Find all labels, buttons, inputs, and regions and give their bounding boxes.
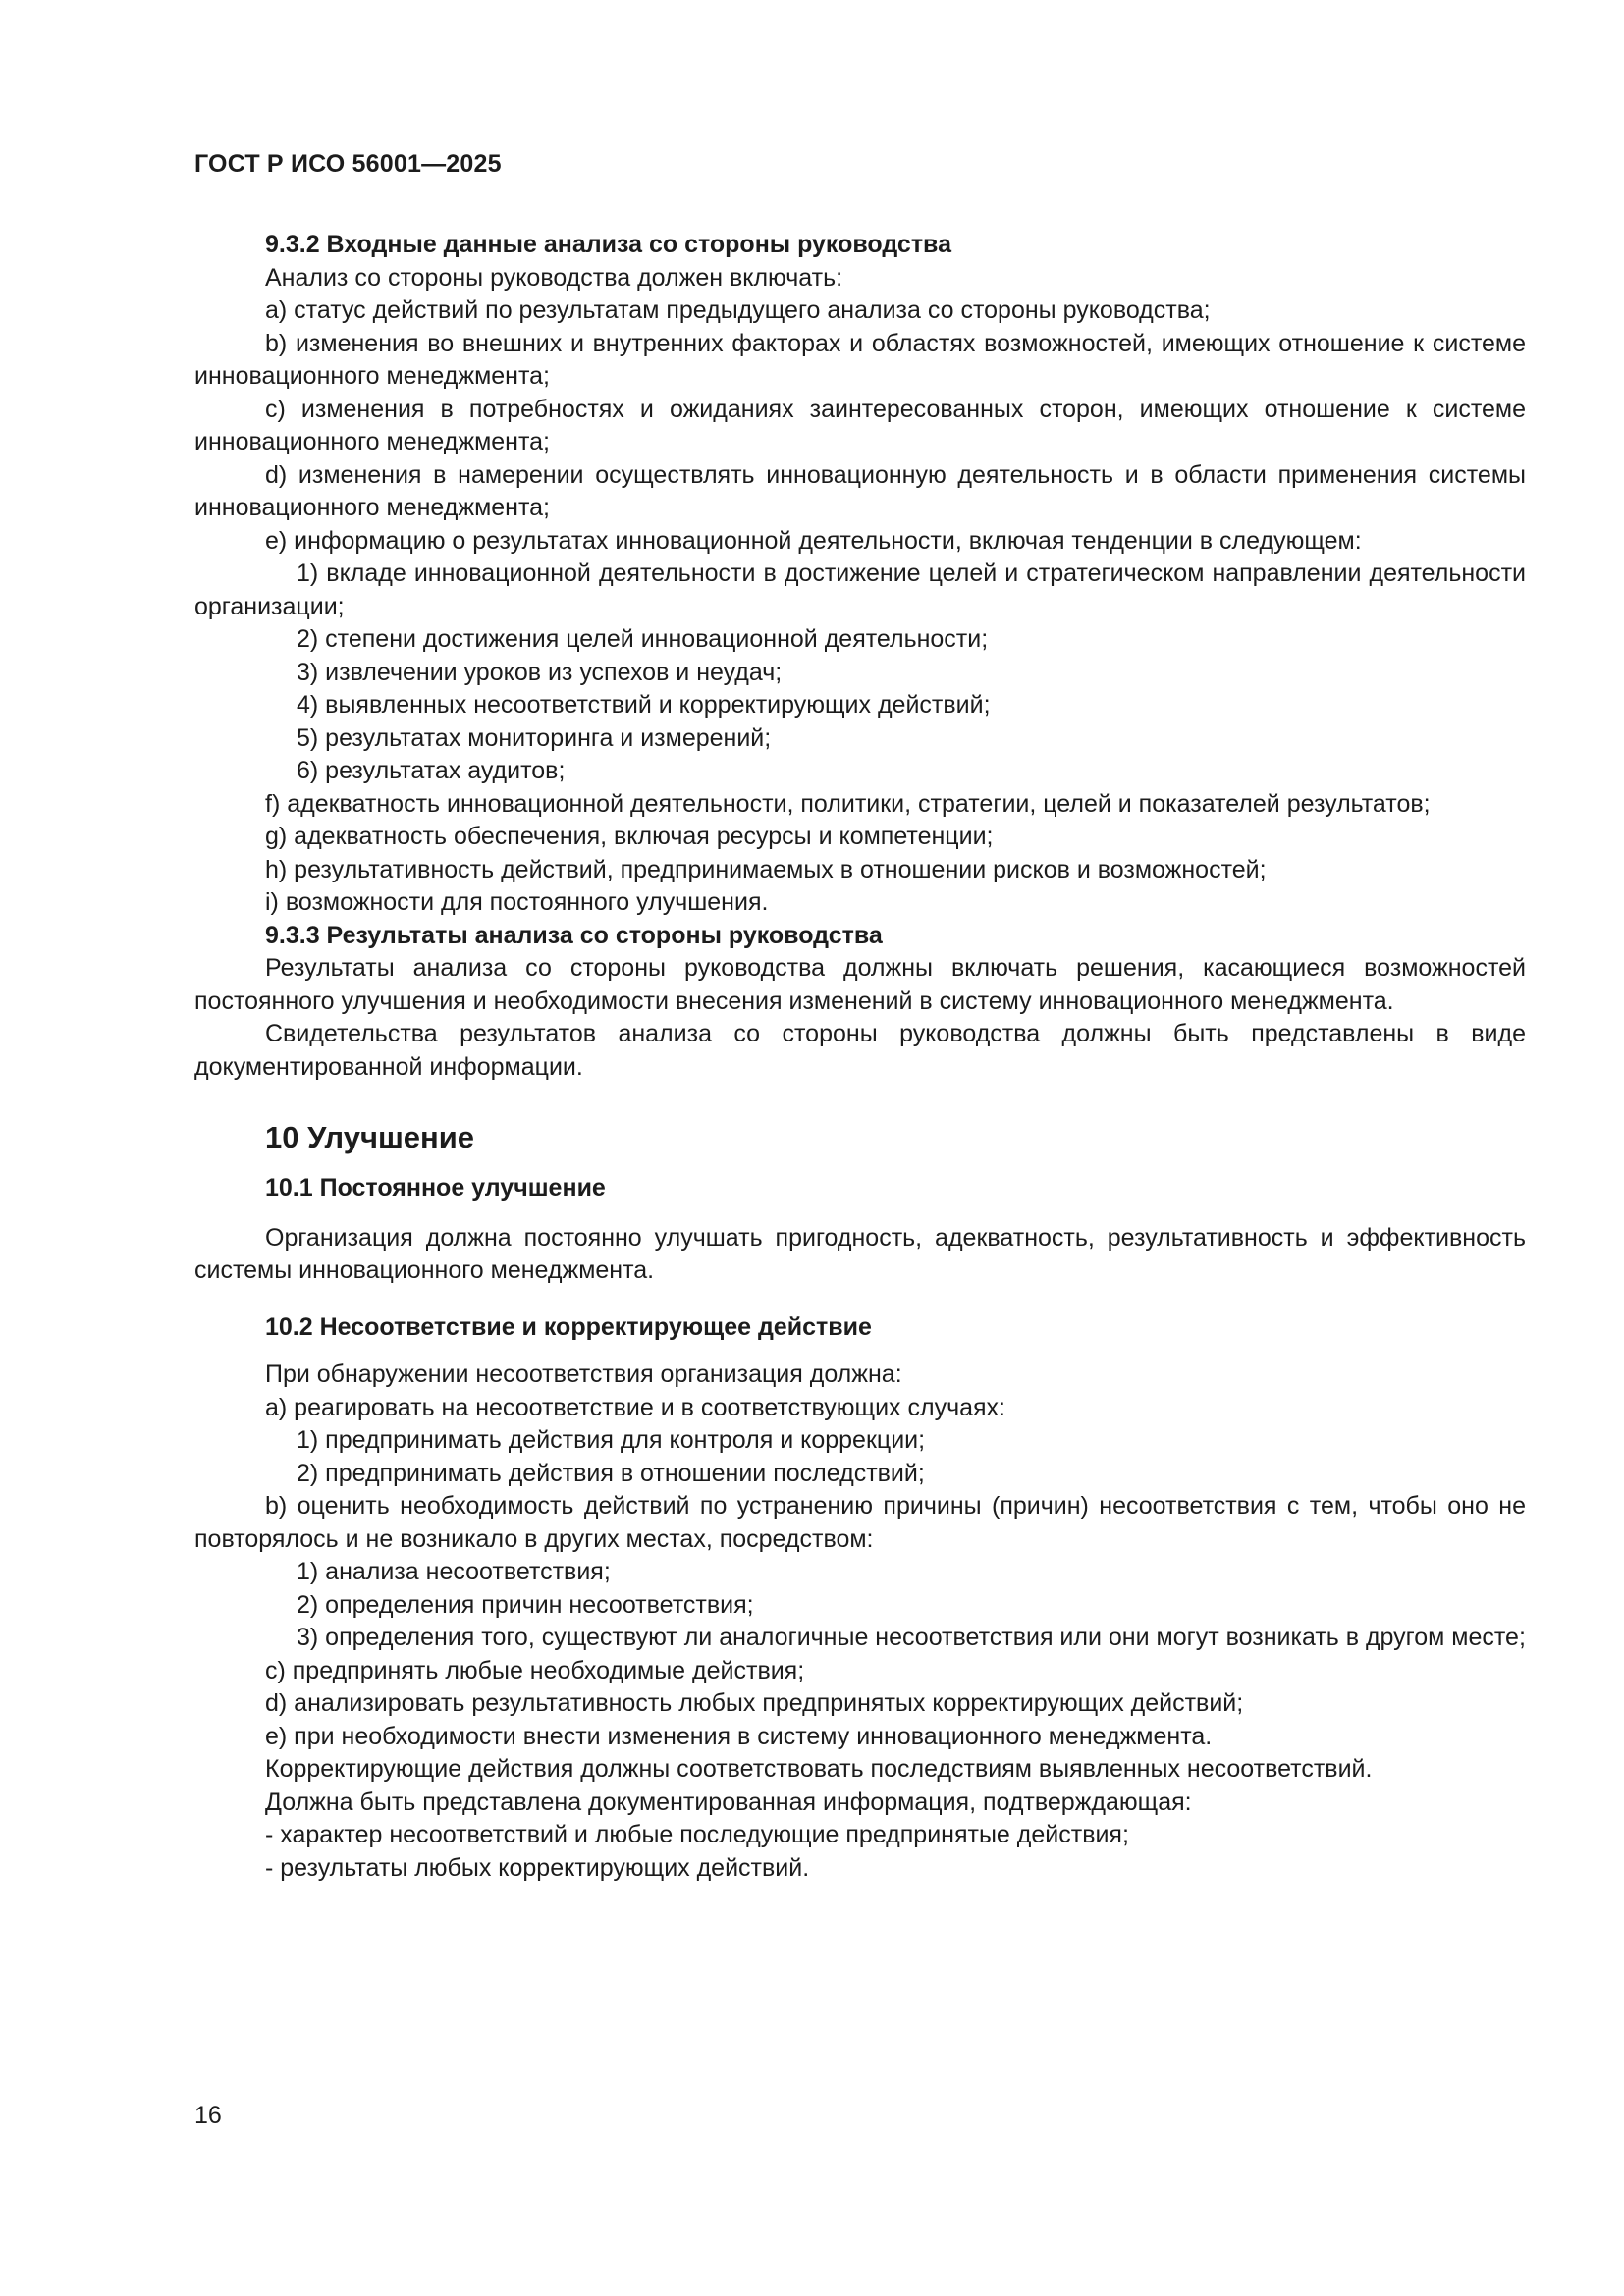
paragraph: Анализ со стороны руководства должен включать: (265, 263, 843, 292)
list-item: d) изменения в намерении осуществлять инновационную деятельность и в области применения системы инновационного менеджмента; (194, 460, 1526, 521)
sub-list-item: 3) определения того, существуют ли аналогичные несоответствия или они могут возникать в другом месте; (297, 1624, 1526, 1651)
paragraph: Свидетельства результатов анализа со стороны руководства должны быть представлены в виде документированной информации. (194, 1020, 1526, 1081)
dash-list-item: - характер несоответствий и любые последующие предпринятые действия; (265, 1821, 1129, 1848)
sub-list-item: 3) извлечении уроков из успехов и неудач; (297, 658, 783, 686)
section-9-3-2-title: 9.3.2 Входные данные анализа со стороны руководства (265, 231, 951, 258)
list-item: f) адекватность инновационной деятельности, политики, стратегии, целей и показателей результатов; (265, 789, 1431, 818)
list-item: e) при необходимости внести изменения в систему инновационного менеджмента. (265, 1722, 1213, 1750)
sub-list-item: 4) выявленных несоответствий и корректирующих действий; (297, 691, 991, 719)
list-item: a) реагировать на несоответствие и в соответствующих случаях: (265, 1393, 1005, 1421)
page-number: 16 (194, 2102, 222, 2129)
sub-list-item: 1) предпринимать действия для контроля и коррекции; (297, 1426, 926, 1454)
paragraph: Должна быть представлена документированная информация, подтверждающая: (265, 1788, 1192, 1816)
dash-list-item: - результаты любых корректирующих действий. (265, 1853, 810, 1882)
sub-list-item: 5) результатах мониторинга и измерений; (297, 723, 772, 752)
paragraph: При обнаружении несоответствия организация должна: (265, 1361, 902, 1388)
sub-list-item: 2) предпринимать действия в отношении последствий; (297, 1459, 925, 1487)
list-item: c) предпринять любые необходимые действия; (265, 1656, 805, 1684)
paragraph: Результаты анализа со стороны руководства должны включать решения, касающиеся возможностей постоянного улучшения и необходимости внесения изменений в систему инновационного менеджмента. (194, 954, 1526, 1015)
sub-list-item: 6) результатах аудитов; (297, 757, 566, 784)
sub-list-item: 1) анализа несоответствия; (297, 1558, 611, 1585)
section-10-1-title: 10.1 Постоянное улучшение (265, 1174, 606, 1201)
list-item: i) возможности для постоянного улучшения. (265, 888, 769, 916)
section-10-2-title: 10.2 Несоответствие и корректирующее действие (265, 1312, 872, 1341)
list-item: c) изменения в потребностях и ожиданиях заинтересованных сторон, имеющих отношение к системе инновационного менеджмента; (194, 395, 1526, 455)
section-10-title: 10 Улучшение (265, 1120, 475, 1154)
sub-list-item: 2) степени достижения целей инновационной деятельности; (297, 625, 989, 653)
sub-list-item: 2) определения причин несоответствия; (297, 1590, 754, 1619)
document-header: ГОСТ Р ИСО 56001—2025 (194, 150, 502, 178)
list-item: b) оценить необходимость действий по устранению причины (причин) несоответствия с тем, чтобы оно не повторялось и не возникало в других местах, посредством: (194, 1492, 1526, 1553)
list-item: d) анализировать результативность любых предпринятых корректирующих действий; (265, 1689, 1244, 1717)
document-body (194, 229, 1526, 1885)
list-item: a) статус действий по результатам предыдущего анализа со стороны руководства; (265, 296, 1211, 324)
paragraph: Организация должна постоянно улучшать пригодность, адекватность, результативность и эффективность системы инновационного менеджмента. (194, 1223, 1526, 1284)
list-item: h) результативность действий, предпринимаемых в отношении рисков и возможностей; (265, 855, 1267, 883)
paragraph: Корректирующие действия должны соответствовать последствиям выявленных несоответствий. (265, 1755, 1373, 1783)
list-item: e) информацию о результатах инновационной деятельности, включая тенденции в следующем: (265, 526, 1362, 555)
list-item: g) адекватность обеспечения, включая ресурсы и компетенции; (265, 823, 994, 850)
sub-list-item: 1) вкладе инновационной деятельности в достижение целей и стратегическом направлении деятельности организации; (194, 560, 1526, 620)
section-9-3-3-title: 9.3.3 Результаты анализа со стороны руководства (265, 921, 883, 949)
list-item: b) изменения во внешних и внутренних факторах и областях возможностей, имеющих отношение к системе инновационного менеджмента; (194, 329, 1526, 390)
